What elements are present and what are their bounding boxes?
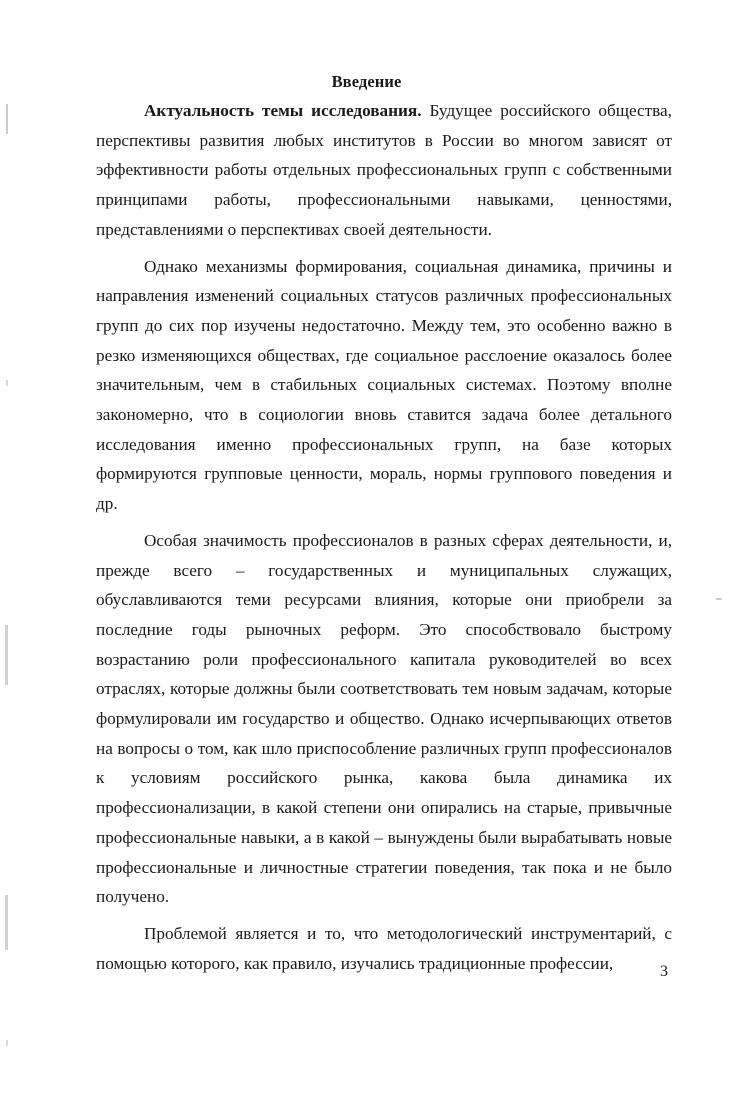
paragraph xyxy=(96,919,672,978)
section-heading: Введение xyxy=(331,72,402,91)
scan-mark xyxy=(5,895,8,950)
paragraph-text: Проблемой является и то, что методологический инструментарий, с помощью которого, как правило, изучались традиционные профессии, xyxy=(96,923,672,973)
scan-mark xyxy=(6,380,8,386)
paragraph xyxy=(96,252,672,519)
paragraph-text: Будущее российского общества, перспективы развития любых институтов в России во многом зависят от эффективности работы отдельных профессиональных групп с собственными принципами работы, профессиональными навыками, ценностями, представлениями о перспективах своей деятельности. xyxy=(96,101,672,239)
scan-mark xyxy=(6,1040,8,1046)
paragraph xyxy=(96,526,672,912)
scan-mark xyxy=(716,598,722,600)
page-number: 3 xyxy=(660,963,668,980)
paragraph-text: Особая значимость профессионалов в разных сферах деятельности, и, прежде всего – государственных и муниципальных служащих, обуславливаются теми ресурсами влияния, которые они приобрели за последние годы рыночных реформ. Это способствовало быстрому возрастанию роли профессионального капитала руководителей во всех отраслях, которые должны были соответствовать тем новым задачам, которые формулировали им государство и общество. Однако исчерпывающих ответов на вопросы о том, как шло приспособление различных групп профессионалов к условиям российского рынка, какова была динамика их профессионализации, в какой степени они опирались на старые, привычные профессиональные навыки, а в какой – вынуждены были вырабатывать новые профессиональные и личностные стратегии поведения, так пока и не было получено. xyxy=(96,530,672,907)
paragraph xyxy=(96,96,672,245)
paragraph-text: Однако механизмы формирования, социальная динамика, причины и направления изменений социальных статусов различных профессиональных групп до сих пор изучены недостаточно. Между тем, это особенно важно в резко изменяющихся обществах, где социальное расслоение оказалось более значительным, чем в стабильных социальных системах. Поэтому вполне закономерно, что в социологии вновь ставится задача более детального исследования именно профессиональных групп, на базе которых формируются групповые ценности, мораль, нормы группового поведения и др. xyxy=(96,256,672,514)
paragraph-lead: Актуальность темы исследования. xyxy=(144,101,422,120)
body-text xyxy=(96,96,672,978)
scan-mark xyxy=(5,625,8,685)
scan-mark xyxy=(6,104,8,134)
